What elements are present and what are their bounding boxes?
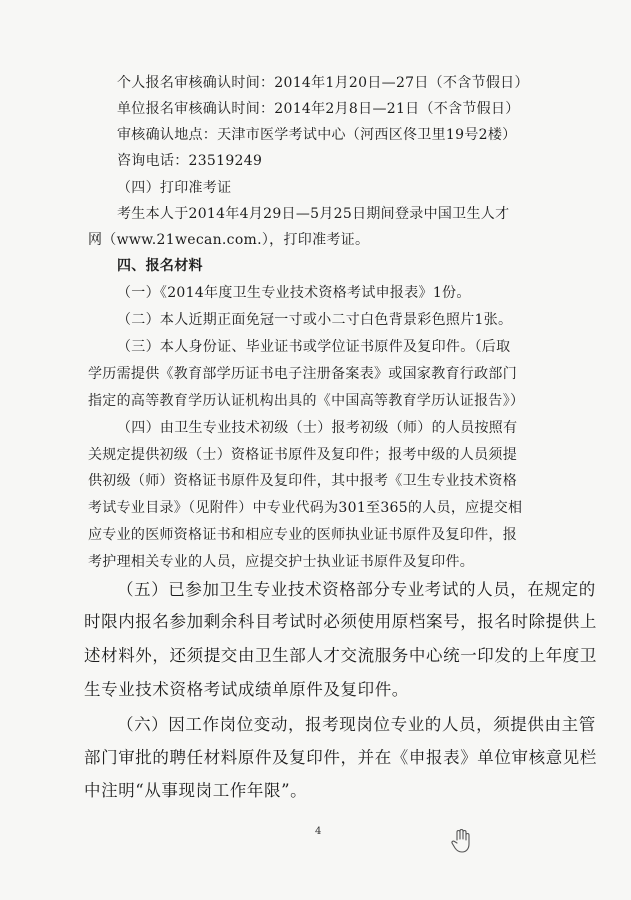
section-heading: （四）打印准考证 bbox=[117, 180, 232, 196]
hand-cursor-icon bbox=[450, 828, 472, 854]
text-line: 考护理相关专业的人员，应提交护士执业证书原件及复印件。 bbox=[88, 554, 475, 570]
text-line: （三）本人身份证、毕业证书或学位证书原件及复印件。（后取 bbox=[117, 339, 511, 355]
page-number: 4 bbox=[315, 826, 322, 837]
text-line: 学历需提供《教育部学历证书电子注册备案表》或国家教育行政部门 bbox=[88, 366, 517, 382]
text-line: （四）由卫生专业技术初级（士）报考初级（师）的人员按照有 bbox=[117, 420, 518, 436]
text-line: （二）本人近期正面免冠一寸或小二寸白色背景彩色照片1张。 bbox=[117, 312, 513, 328]
text-line: 生专业技术资格考试成绩单原件及复印件。 bbox=[84, 680, 409, 699]
text-line: 部门审批的聘任材料原件及复印件，并在《申报表》单位审核意见栏 bbox=[84, 748, 597, 767]
text-line: 指定的高等教育学历认证机构出具的《中国高等教育学历认证报告》） bbox=[88, 393, 525, 409]
text-line: （一）《2014年度卫生专业技术资格考试申报表》1份。 bbox=[117, 285, 471, 301]
text-line: （五）已参加卫生专业技术资格部分专业考试的人员，在规定的 bbox=[117, 580, 596, 599]
text-line: 述材料外，还须提交由卫生部人才交流服务中心统一印发的上年度卫 bbox=[84, 646, 597, 665]
text-line: 单位报名审核确认时间：2014年2月8日—21日（不含节假日） bbox=[117, 101, 520, 117]
text-line: 供初级（师）资格证书原件及复印件，其中报考《卫生专业技术资格 bbox=[88, 473, 517, 489]
text-line: 时限内报名参加剩余科目考试时必须使用原档案号，报名时除提供上 bbox=[84, 612, 597, 631]
text-line: （六）因工作岗位变动，报考现岗位专业的人员，须提供由主管 bbox=[117, 715, 596, 734]
text-line: 个人报名审核确认时间：2014年1月20日—27日（不含节假日） bbox=[117, 75, 529, 91]
text-line: 关规定提供初级（士）资格证书原件及复印件；报考中级的人员须提 bbox=[88, 447, 517, 463]
text-line: 审核确认地点：天津市医学考试中心（河西区佟卫里19号2楼） bbox=[117, 127, 517, 143]
text-line: 咨询电话：23519249 bbox=[117, 153, 263, 169]
text-line: 应专业的医师资格证书和相应专业的医师执业证书原件及复印件，报 bbox=[88, 527, 517, 543]
text-line: 考生本人于2014年4月29日—5月25日期间登录中国卫生人才 bbox=[117, 206, 510, 222]
section-heading: 四、报名材料 bbox=[117, 258, 203, 274]
text-line: 网（www.21wecan.com.），打印准考证。 bbox=[88, 232, 370, 248]
text-line: 中注明“从事现岗工作年限”。 bbox=[84, 781, 308, 800]
text-line: 考试专业目录》（见附件）中专业代码为301至365的人员，应提交相 bbox=[88, 500, 523, 516]
